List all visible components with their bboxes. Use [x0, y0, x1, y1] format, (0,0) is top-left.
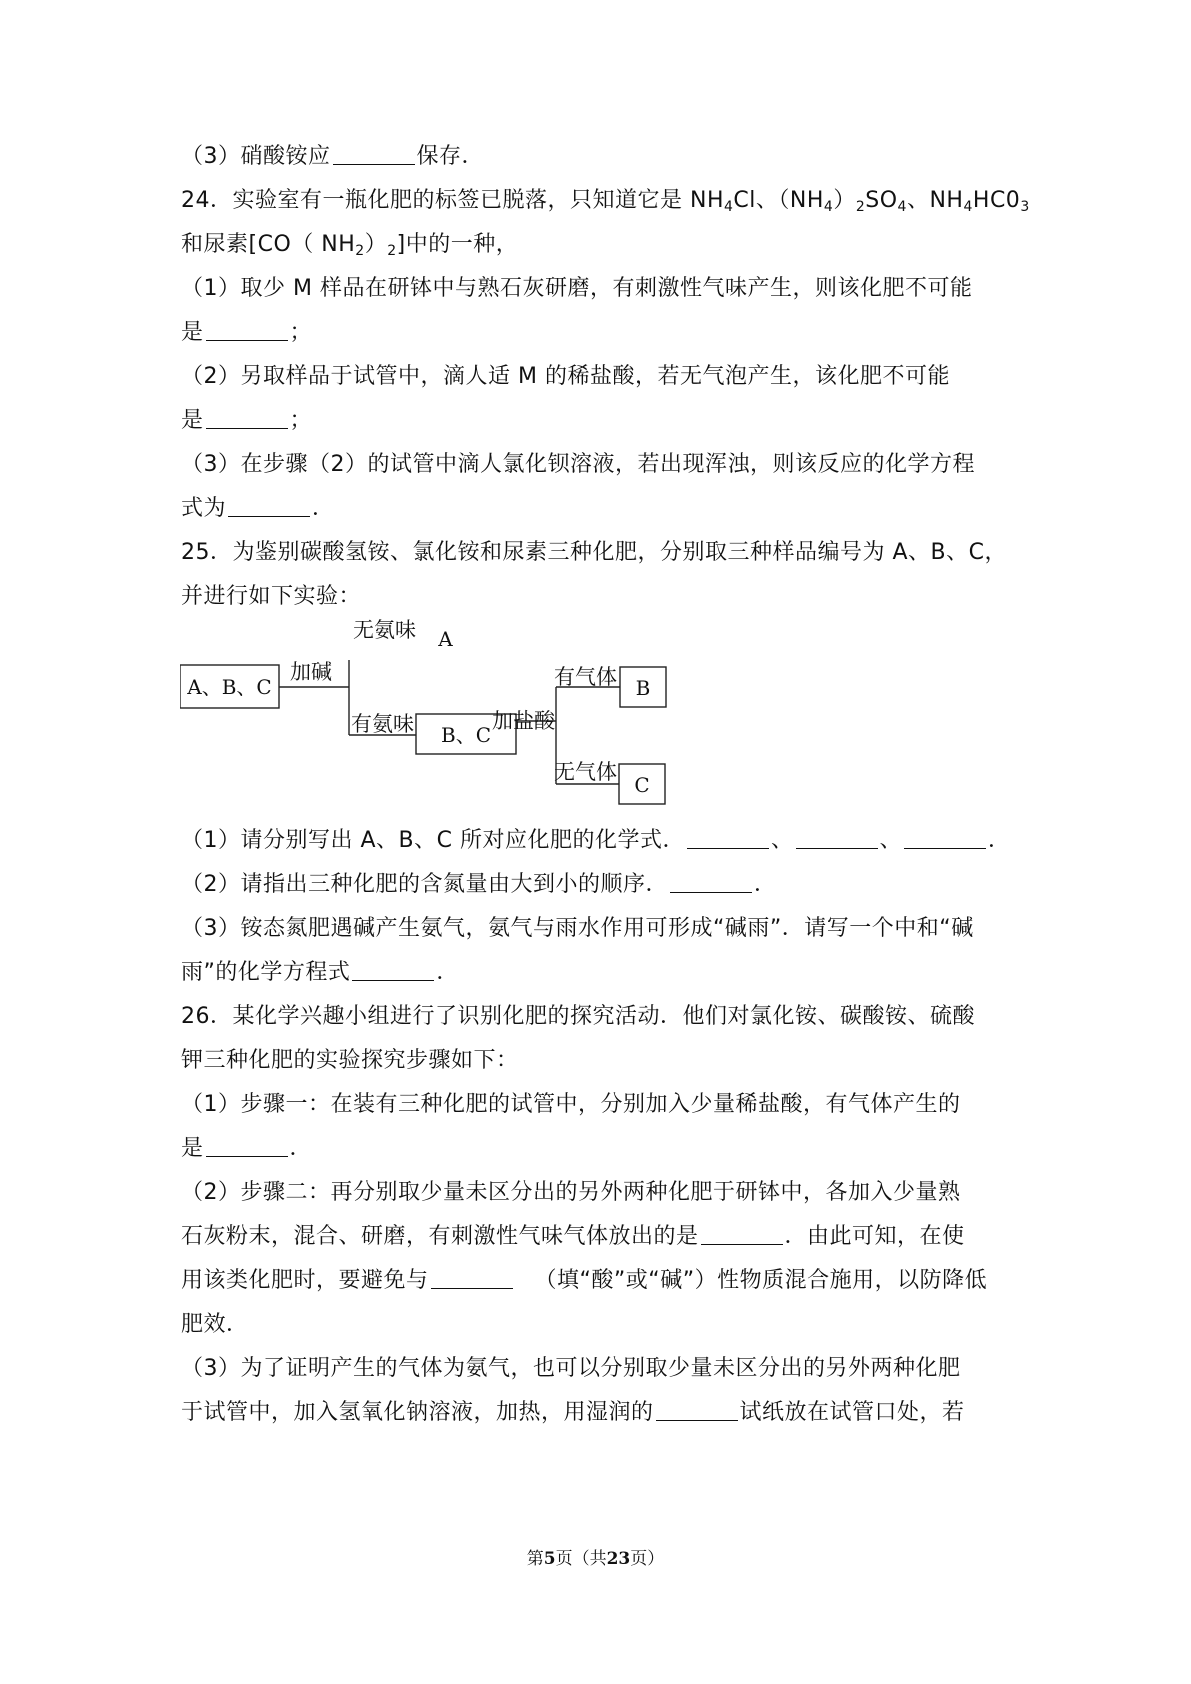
page-number: 5: [543, 1549, 556, 1569]
answer-blank[interactable]: [670, 870, 752, 893]
q26-part2-line4: 肥效．: [181, 1312, 249, 1337]
box-b: B: [635, 676, 651, 700]
q26-part2-line1: （2）步骤二：再分别取少量未区分出的另外两种化肥于研钵中，各加入少量熟: [181, 1180, 961, 1205]
box-bc: B、C: [441, 723, 491, 747]
q26-part2-line2: 石灰粉末，混合、研磨，有刺激性气味气体放出的是 ．由此可知，在使: [181, 1224, 965, 1249]
step1-label: 加碱: [290, 660, 332, 684]
page-total: 23: [606, 1549, 631, 1569]
answer-blank[interactable]: [701, 1222, 783, 1245]
answer-blank[interactable]: [333, 142, 415, 165]
q26-part1: （1）步骤一：在装有三种化肥的试管中，分别加入少量稀盐酸，有气体产生的: [181, 1092, 961, 1117]
q26-part3-line1: （3）为了证明产生的气体为氨气，也可以分别取少量未区分出的另外两种化肥: [181, 1356, 961, 1381]
box-c: C: [634, 773, 650, 797]
q24-part2-answer: 是 ；: [181, 408, 313, 433]
answer-blank[interactable]: [687, 826, 769, 849]
q26-part3-line2: 于试管中，加入氢氧化钠溶液，加热，用湿润的 试纸放在试管口处，若: [181, 1400, 965, 1425]
q26-stem-line2: 钾三种化肥的实验探究步骤如下：: [181, 1048, 519, 1073]
q26-stem-line1: 26．某化学兴趣小组进行了识别化肥的探究活动．他们对氯化铵、碳酸铵、硫酸: [181, 1004, 975, 1029]
answer-blank[interactable]: [904, 826, 986, 849]
box-a: A: [438, 627, 453, 651]
branch-gas-label: 有气体: [554, 665, 617, 689]
answer-blank[interactable]: [206, 318, 288, 341]
q24-stem-line2: 和尿素[CO（ $NH_2)_2$]中的一种，: [181, 232, 519, 259]
q24-part2: （2）另取样品于试管中，滴人适 M 的稀盐酸，若无气泡产生，该化肥不可能: [181, 364, 950, 389]
q25-stem-line2: 并进行如下实验：: [181, 584, 362, 609]
q25-part3-line1: （3）铵态氮肥遇碱产生氨气，氨气与雨水作用可形成“碱雨”．请写一个中和“碱: [181, 916, 974, 941]
answer-blank[interactable]: [431, 1266, 513, 1289]
q25-part3-line2: 雨”的化学方程式 ．: [181, 960, 459, 985]
answer-blank[interactable]: [206, 406, 288, 429]
q23-part3: （3）硝酸铵应 保存．: [181, 144, 485, 169]
page-footer: 第5页（共23页）: [526, 1549, 665, 1569]
q24-part1: （1）取少 M 样品在研钵中与熟石灰研磨，有刺激性气味产生，则该化肥不可能: [181, 276, 973, 301]
q25-part1: （1）请分别写出 A、B、C 所对应化肥的化学式． 、 、 ．: [181, 828, 1011, 853]
q25-stem-line1: 25．为鉴别碳酸氢铵、氯化铵和尿素三种化肥，分别取三种样品编号为 A、B、C，: [181, 540, 1007, 565]
branch-no-gas-label: 无气体: [554, 760, 617, 784]
q24-part3: （3）在步骤（2）的试管中滴人氯化钡溶液，若出现浑浊，则该反应的化学方程: [181, 452, 975, 477]
answer-blank[interactable]: [796, 826, 878, 849]
q24-stem-line1: 24．实验室有一瓶化肥的标签已脱落，只知道它是 $NH_4Cl$、$(NH_4)_2SO_4$、$NH_4HC0_3$: [181, 188, 1030, 215]
answer-blank[interactable]: [656, 1398, 738, 1421]
q26-part2-line3: 用该类化肥时，要避免与 （填“酸”或“碱”）性物质混合施用，以防降低: [181, 1268, 988, 1293]
q24-part1-answer: 是 ；: [181, 320, 313, 345]
q25-part2: （2）请指出三种化肥的含氮量由大到小的顺序． ．: [181, 872, 777, 897]
q24-part3-answer: 式为 ．: [181, 496, 335, 521]
answer-blank[interactable]: [228, 494, 310, 517]
answer-blank[interactable]: [206, 1134, 288, 1157]
start-box: A、B、C: [187, 675, 272, 699]
branch-no-ammonia-label: 无氨味: [353, 618, 416, 642]
branch-ammonia-label: 有氨味: [351, 712, 414, 736]
answer-blank[interactable]: [352, 958, 434, 981]
step2-label: 加盐酸: [492, 709, 555, 733]
q26-part1-answer: 是 ．: [181, 1136, 313, 1161]
